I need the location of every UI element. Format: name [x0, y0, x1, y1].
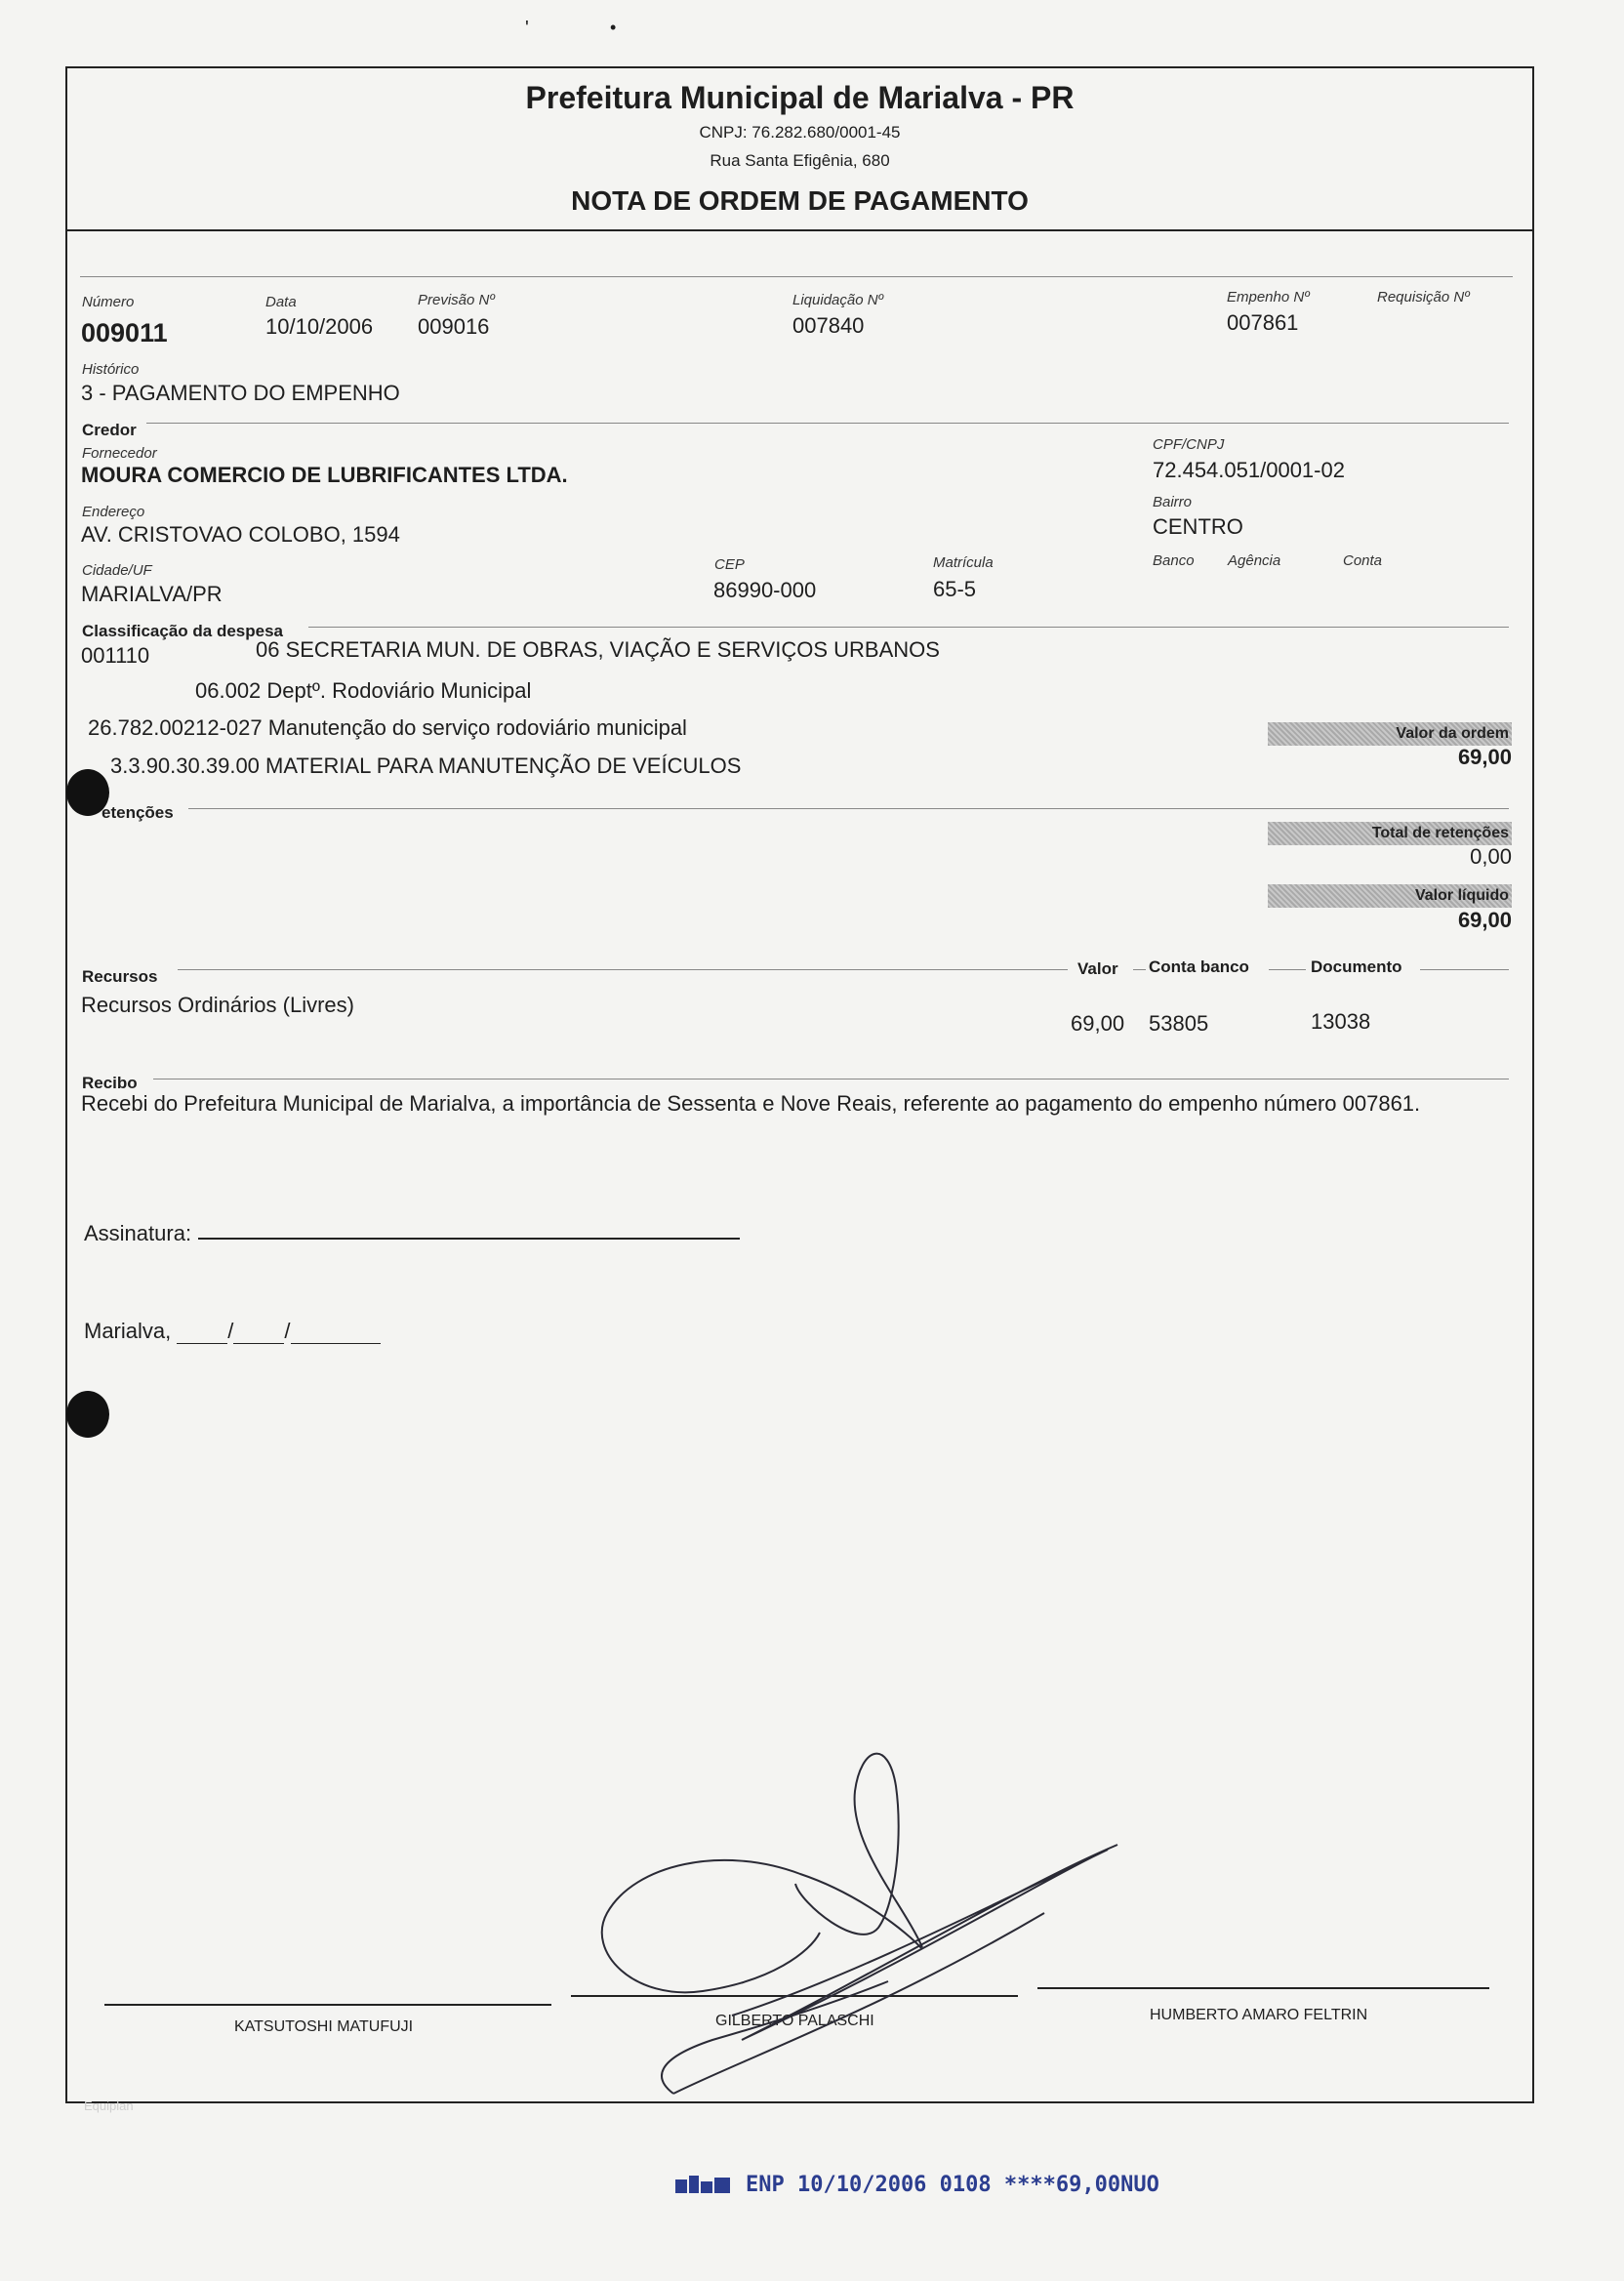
classificacao-code: 001110: [81, 643, 150, 668]
recursos-rule-2: [1133, 969, 1146, 970]
liquidacao-label: Liquidação Nº: [792, 292, 884, 308]
previsao-value: 009016: [418, 314, 490, 339]
header-divider: [65, 229, 1534, 231]
classificacao-orgao: 06 SECRETARIA MUN. DE OBRAS, VIAÇÃO E SERVIÇOS URBANOS: [256, 637, 940, 662]
conta-label: Conta: [1343, 552, 1383, 569]
credor-section-title: Credor: [82, 421, 137, 439]
recursos-conta: 53805: [1149, 1011, 1209, 1036]
date-month-blank[interactable]: [233, 1325, 284, 1344]
assinatura-label: Assinatura:: [84, 1221, 192, 1245]
classificacao-section-title: Classificação da despesa: [82, 622, 284, 640]
recursos-rule-4: [1420, 969, 1509, 970]
date-day-blank[interactable]: [177, 1325, 227, 1344]
handwritten-signature: [586, 1728, 1132, 2108]
requisicao-label: Requisição Nº: [1377, 289, 1470, 305]
classificacao-rule: [308, 627, 1509, 628]
recursos-descricao: Recursos Ordinários (Livres): [81, 993, 354, 1017]
cpf-value: 72.454.051/0001-02: [1153, 458, 1345, 482]
cidade-value: MARIALVA/PR: [81, 582, 223, 606]
data-label: Data: [265, 294, 297, 310]
empenho-label: Empenho Nº: [1227, 289, 1310, 305]
valor-liquido-value: 69,00: [1457, 908, 1512, 932]
signatory-2: GILBERTO PALASCHI: [715, 2013, 874, 2029]
endereco-value: AV. CRISTOVAO COLOBO, 1594: [81, 522, 400, 547]
fornecedor-value: MOURA COMERCIO DE LUBRIFICANTES LTDA.: [81, 463, 568, 487]
signatory-1: KATSUTOSHI MATUFUJI: [234, 2018, 414, 2035]
retencoes-rule: [188, 808, 1509, 809]
agencia-label: Agência: [1228, 552, 1281, 569]
valor-ordem-value: 69,00: [1457, 745, 1512, 769]
recursos-section-title: Recursos: [82, 967, 158, 986]
top-mark-left: ': [525, 18, 529, 39]
footer-faint-text: Equiplan: [84, 2098, 134, 2113]
previsao-label: Previsão Nº: [418, 292, 495, 308]
header-title: Prefeitura Municipal de Marialva - PR: [525, 80, 1075, 115]
ink-stamp: [675, 2172, 1159, 2197]
endereco-label: Endereço: [82, 504, 145, 520]
top-mark-right: •: [610, 18, 617, 37]
matricula-label: Matrícula: [933, 554, 994, 571]
bairro-value: CENTRO: [1153, 514, 1243, 539]
recursos-col-valor: Valor: [1077, 959, 1118, 978]
recursos-col-documento: Documento: [1311, 957, 1402, 976]
historico-label: Histórico: [82, 361, 140, 378]
header-cnpj: CNPJ: 76.282.680/0001-45: [699, 123, 901, 142]
matricula-value: 65-5: [933, 577, 977, 601]
liquidacao-value: 007840: [792, 313, 865, 338]
valor-liquido-label: Valor líquido: [1268, 884, 1512, 908]
cpf-label: CPF/CNPJ: [1153, 436, 1225, 453]
recibo-text: Recebi do Prefeitura Municipal de Marialva, a importância de Sessenta e Nove Reais, referente ao pagamento do empenho número 007861.: [81, 1091, 1421, 1116]
classificacao-unidade: 06.002 Deptº. Rodoviário Municipal: [195, 678, 532, 703]
recursos-col-conta: Conta banco: [1149, 957, 1249, 976]
cep-label: CEP: [714, 556, 745, 573]
date-year-blank[interactable]: [291, 1325, 381, 1344]
recibo-section-title: Recibo: [82, 1074, 138, 1092]
cidade-label: Cidade/UF: [82, 562, 152, 579]
classificacao-funcional: 26.782.00212-027 Manutenção do serviço rodoviário municipal: [88, 715, 687, 740]
local-data-field: Marialva, / /: [84, 1319, 381, 1344]
document-title: NOTA DE ORDEM DE PAGAMENTO: [571, 185, 1029, 216]
signatory-3: HUMBERTO AMARO FELTRIN: [1150, 2007, 1368, 2023]
bairro-label: Bairro: [1153, 494, 1193, 510]
local-data-label: Marialva,: [84, 1319, 172, 1343]
recursos-rule-3: [1269, 969, 1306, 970]
total-retencoes-label: Total de retenções: [1268, 822, 1512, 845]
cep-value: 86990-000: [713, 578, 817, 602]
retencoes-section-title: etenções: [102, 803, 174, 822]
recursos-valor: 69,00: [1071, 1011, 1125, 1036]
historico-value: 3 - PAGAMENTO DO EMPENHO: [81, 381, 400, 405]
fornecedor-label: Fornecedor: [82, 445, 157, 462]
empenho-value: 007861: [1227, 310, 1299, 335]
punch-hole-bottom: [66, 1391, 109, 1438]
stamp-text: ENP 10/10/2006 0108 ****69,00NUO: [746, 2172, 1159, 2197]
signature-line-1: [104, 2004, 551, 2006]
recursos-documento: 13038: [1311, 1009, 1371, 1034]
numero-value: 009011: [81, 318, 168, 347]
classificacao-elemento: 3.3.90.30.39.00 MATERIAL PARA MANUTENÇÃO DE VEÍCULOS: [110, 754, 742, 778]
valor-ordem-label: Valor da ordem: [1268, 722, 1512, 746]
header-address: Rua Santa Efigênia, 680: [710, 151, 890, 170]
stamp-logo-icon: [675, 2172, 732, 2197]
recursos-rule: [178, 969, 1068, 970]
numero-label: Número: [82, 294, 135, 310]
total-retencoes-value: 0,00: [1470, 844, 1512, 869]
assinatura-line[interactable]: [198, 1238, 740, 1240]
banco-label: Banco: [1153, 552, 1195, 569]
credor-rule: [146, 423, 1509, 424]
data-value: 10/10/2006: [265, 314, 374, 339]
ids-top-rule: [80, 276, 1513, 277]
